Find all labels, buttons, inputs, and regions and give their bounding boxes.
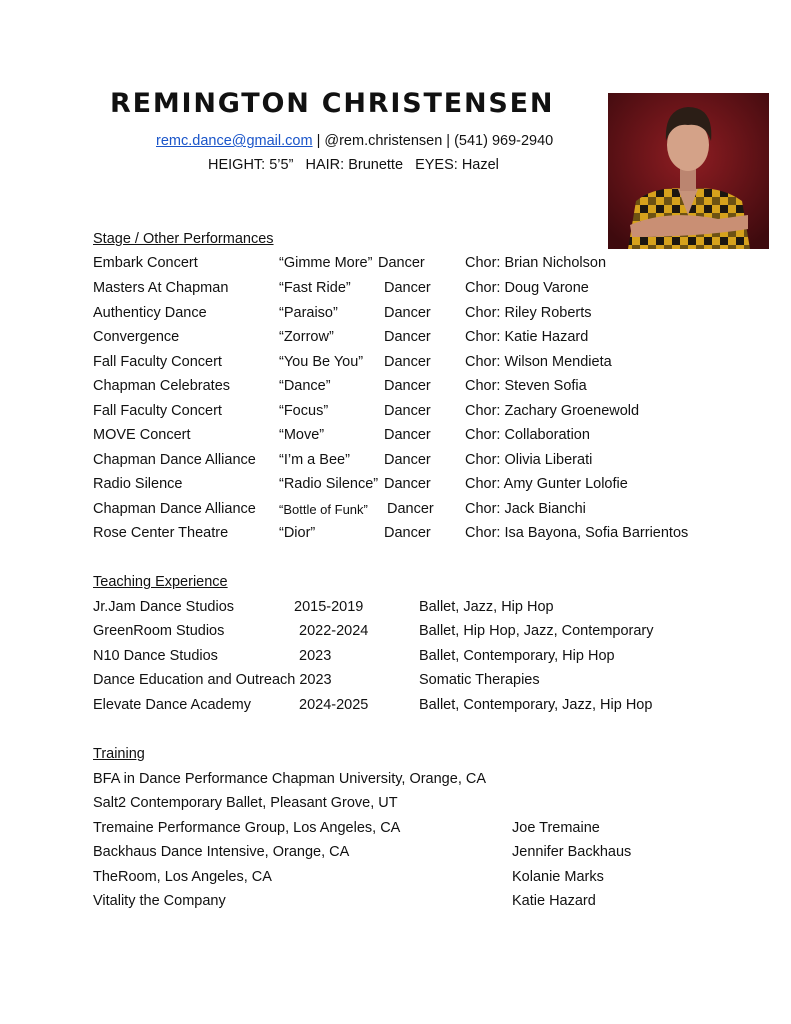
role: Dancer bbox=[378, 255, 425, 271]
training-row bbox=[0, 795, 791, 815]
choreographer: Chor: Katie Hazard bbox=[465, 329, 589, 345]
headshot-photo bbox=[608, 93, 769, 249]
piece-title: “Paraiso” bbox=[279, 305, 338, 321]
physical-stats: HEIGHT: 5’5” HAIR: Brunette EYES: Hazel bbox=[208, 157, 499, 173]
teacher: Katie Hazard bbox=[512, 893, 596, 909]
role: Dancer bbox=[387, 501, 434, 517]
teacher: Joe Tremaine bbox=[512, 820, 600, 836]
piece-title: “Radio Silence” bbox=[279, 476, 379, 492]
choreographer: Chor: Collaboration bbox=[465, 427, 590, 443]
studio-name: N10 Dance Studios bbox=[93, 648, 218, 664]
piece-title: “Dior” bbox=[279, 525, 316, 541]
piece-title: “Dance” bbox=[279, 378, 331, 394]
role: Dancer bbox=[384, 305, 431, 321]
role: Dancer bbox=[384, 427, 431, 443]
choreographer: Chor: Brian Nicholson bbox=[465, 255, 607, 271]
stage-section-title: Stage / Other Performances bbox=[93, 231, 274, 247]
show-name: MOVE Concert bbox=[93, 427, 191, 443]
studio-name: GreenRoom Studios bbox=[93, 623, 225, 639]
styles: Ballet, Contemporary, Hip Hop bbox=[419, 648, 615, 664]
teaching-section-title: Teaching Experience bbox=[93, 574, 228, 590]
piece-title: “Focus” bbox=[279, 403, 329, 419]
choreographer: Chor: Amy Gunter Lolofie bbox=[465, 476, 628, 492]
training-section-title: Training bbox=[93, 746, 145, 762]
years: 2023 bbox=[299, 648, 332, 664]
role: Dancer bbox=[384, 378, 431, 394]
stage-row bbox=[0, 403, 791, 423]
piece-title: “Bottle of Funk” bbox=[279, 502, 368, 517]
role: Dancer bbox=[384, 476, 431, 492]
program: TheRoom, Los Angeles, CA bbox=[93, 869, 272, 885]
choreographer: Chor: Olivia Liberati bbox=[465, 452, 593, 468]
studio-name: Elevate Dance Academy bbox=[93, 697, 251, 713]
role: Dancer bbox=[384, 329, 431, 345]
training-row bbox=[0, 771, 791, 791]
choreographer: Chor: Zachary Groenewold bbox=[465, 403, 640, 419]
piece-title: “You Be You” bbox=[279, 354, 364, 370]
stage-row bbox=[0, 427, 791, 447]
choreographer: Chor: Isa Bayona, Sofia Barrientos bbox=[465, 525, 689, 541]
show-name: Masters At Chapman bbox=[93, 280, 229, 296]
show-name: Embark Concert bbox=[93, 255, 198, 271]
contact-line bbox=[156, 133, 553, 149]
styles: Somatic Therapies bbox=[419, 672, 540, 688]
teacher: Jennifer Backhaus bbox=[512, 844, 632, 860]
years: 2015-2019 bbox=[294, 599, 364, 615]
studio-name: Dance Education and Outreach 2023 bbox=[93, 672, 332, 688]
training-row bbox=[0, 820, 791, 840]
teaching-row bbox=[0, 599, 791, 619]
teaching-row bbox=[0, 623, 791, 643]
program: BFA in Dance Performance Chapman University, Orange, CA bbox=[93, 771, 487, 787]
stage-row bbox=[0, 452, 791, 472]
stage-row bbox=[0, 255, 791, 275]
role: Dancer bbox=[384, 280, 431, 296]
show-name: Chapman Celebrates bbox=[93, 378, 231, 394]
piece-title: “I’m a Bee” bbox=[279, 452, 350, 468]
role: Dancer bbox=[384, 452, 431, 468]
choreographer: Chor: Wilson Mendieta bbox=[465, 354, 612, 370]
piece-title: “Zorrow” bbox=[279, 329, 334, 345]
years: 2022-2024 bbox=[299, 623, 369, 639]
program: Backhaus Dance Intensive, Orange, CA bbox=[93, 844, 350, 860]
role: Dancer bbox=[384, 525, 431, 541]
styles: Ballet, Contemporary, Jazz, Hip Hop bbox=[419, 697, 653, 713]
piece-title: “Move” bbox=[279, 427, 325, 443]
years: 2024-2025 bbox=[299, 697, 369, 713]
show-name: Chapman Dance Alliance bbox=[93, 501, 256, 517]
show-name: Convergence bbox=[93, 329, 180, 345]
piece-title: “Gimme More” bbox=[279, 255, 373, 271]
choreographer: Chor: Riley Roberts bbox=[465, 305, 592, 321]
training-row bbox=[0, 893, 791, 913]
show-name: Chapman Dance Alliance bbox=[93, 452, 256, 468]
show-name: Rose Center Theatre bbox=[93, 525, 229, 541]
stage-row bbox=[0, 305, 791, 325]
email-link[interactable]: remc.dance@gmail.com bbox=[156, 133, 313, 149]
styles: Ballet, Hip Hop, Jazz, Contemporary bbox=[419, 623, 654, 639]
program: Salt2 Contemporary Ballet, Pleasant Grove, UT bbox=[93, 795, 398, 811]
program: Tremaine Performance Group, Los Angeles, CA bbox=[93, 820, 401, 836]
show-name: Radio Silence bbox=[93, 476, 183, 492]
show-name: Fall Faculty Concert bbox=[93, 354, 222, 370]
contact-details: | @rem.christensen | (541) 969-2940 bbox=[312, 133, 554, 149]
stage-row bbox=[0, 354, 791, 374]
studio-name: Jr.Jam Dance Studios bbox=[93, 599, 235, 615]
show-name: Authenticy Dance bbox=[93, 305, 207, 321]
piece-title: “Fast Ride” bbox=[279, 280, 351, 296]
program: Vitality the Company bbox=[93, 893, 226, 909]
stage-row bbox=[0, 280, 791, 300]
stage-row bbox=[0, 378, 791, 398]
teaching-row bbox=[0, 648, 791, 668]
styles: Ballet, Jazz, Hip Hop bbox=[419, 599, 554, 615]
role: Dancer bbox=[384, 403, 431, 419]
stage-row bbox=[0, 476, 791, 496]
role: Dancer bbox=[384, 354, 431, 370]
teacher: Kolanie Marks bbox=[512, 869, 604, 885]
teaching-row bbox=[0, 697, 791, 717]
show-name: Fall Faculty Concert bbox=[93, 403, 222, 419]
choreographer: Chor: Steven Sofia bbox=[465, 378, 587, 394]
training-row bbox=[0, 869, 791, 889]
choreographer: Chor: Doug Varone bbox=[465, 280, 589, 296]
training-row bbox=[0, 844, 791, 864]
teaching-row bbox=[0, 672, 791, 692]
stage-row bbox=[0, 501, 791, 521]
stage-row bbox=[0, 329, 791, 349]
choreographer: Chor: Jack Bianchi bbox=[465, 501, 586, 517]
resume-name: REMINGTON CHRISTENSEN bbox=[110, 88, 555, 119]
stage-row bbox=[0, 525, 791, 545]
